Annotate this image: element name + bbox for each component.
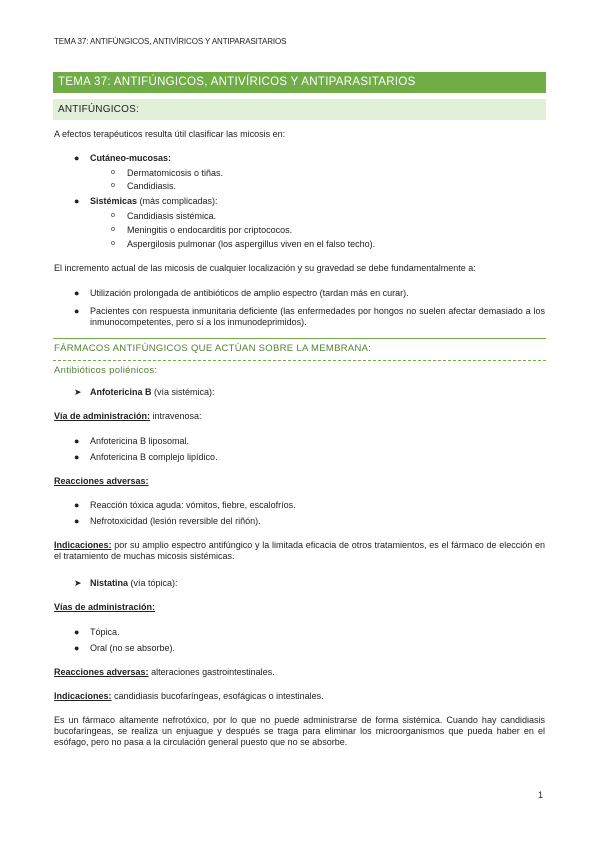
sistemicas-line (90, 196, 218, 207)
drug-anfotericina (90, 387, 215, 397)
indicaciones-line (54, 691, 324, 702)
sub-bullet-icon: o (111, 212, 115, 219)
bullet-icon: ● (74, 452, 80, 462)
list-item: Aspergilosis pulmonar (los aspergillus viven en el falso techo). (127, 239, 376, 249)
reacciones-value: alteraciones gastrointestinales. (148, 667, 275, 677)
chapter-title: TEMA 37: ANTIFÚNGICOS, ANTIVÍRICOS Y ANTIPARASITARIOS (53, 72, 546, 93)
vias-label-text: Vías de administración: (54, 602, 156, 612)
running-header: TEMA 37: ANTIFÚNGICOS, ANTIVÍRICOS Y ANTIPARASITARIOS (54, 37, 287, 46)
intro-text: A efectos terapéuticos resulta útil clasificar las micosis en: (54, 129, 286, 139)
list-item: Candidiasis. (127, 181, 177, 191)
polienicos-heading: Antibióticos poliénicos: (54, 365, 158, 376)
indicaciones-text: por su amplio espectro antifúngico y la limitada eficacia de otros tratamientos, es el fármaco de elección en el tratamiento de muchas micosis sistémicas. (54, 540, 545, 561)
increment-text: El incremento actual de las micosis de cualquier localización y su gravedad se debe fundamentalmente a: (54, 263, 476, 273)
drug-name: Nistatina (90, 578, 129, 588)
vias-label (54, 602, 155, 613)
divider (53, 338, 546, 339)
bullet-icon: ● (74, 643, 80, 653)
bullet-icon: ● (74, 436, 80, 446)
bullet-icon: ● (74, 306, 80, 316)
drug-nistatina (90, 578, 178, 588)
bullet-icon: ● (74, 516, 80, 526)
bullet-icon: ● (74, 153, 80, 163)
indicaciones-value: candidiasis bucofaríngeas, esofágicas o intestinales. (111, 691, 324, 701)
indicaciones-label: Indicaciones: (54, 540, 112, 550)
membrane-heading: FÁRMACOS ANTIFÚNGICOS QUE ACTÚAN SOBRE LA MEMBRANA: (54, 343, 372, 354)
section-title: ANTIFÚNGICOS: (53, 99, 546, 120)
sub-bullet-icon: o (111, 169, 115, 176)
list-item: Meningitis o endocarditis por criptococos. (127, 225, 293, 235)
indicaciones-paragraph (54, 540, 545, 562)
bullet-icon: ● (74, 196, 80, 206)
list-item: Anfotericina B complejo lipídico. (90, 452, 218, 462)
divider (53, 360, 546, 361)
reacciones-line (54, 667, 275, 678)
list-item: Anfotericina B liposomal. (90, 436, 190, 446)
reacciones-label: Reacciones adversas: (54, 667, 149, 677)
sub-bullet-icon: o (111, 240, 115, 247)
list-item: Utilización prolongada de antibióticos de amplio espectro (tardan más en curar). (90, 288, 409, 298)
arrow-bullet-icon: ➤ (74, 578, 82, 588)
page-number: 1 (538, 790, 544, 800)
list-item: Nefrotoxicidad (lesión reversible del riñón). (90, 516, 261, 526)
bullet-icon: ● (74, 500, 80, 510)
list-item: Oral (no se absorbe). (90, 643, 176, 653)
sistemicas-note: (más complicadas): (137, 196, 218, 206)
list-item: Pacientes con respuesta inmunitaria deficiente (las enfermedades por hongos no suelen afectar demasiado a los inmunocompetentes, pero sí a los inmunodeprimidos). (90, 306, 545, 327)
list-item: Tópica. (90, 627, 120, 637)
sub-bullet-icon: o (111, 182, 115, 189)
route-note: (vía sistémica): (151, 387, 215, 397)
route-note: (vía tópica): (128, 578, 178, 588)
closing-paragraph: Es un fármaco altamente nefrotóxico, por lo que no puede administrarse de forma sistémica. Cuando hay candidiasis bucofaríngeas, se realiza un enjuague y después se traga para eliminar los microorganismos que pueda haber en el esófago, pero no pasa a la circulación general puesto que no se absorbe. (54, 715, 545, 747)
via-line (54, 411, 202, 422)
list-item: Dermatomicosis o tiñas. (127, 168, 224, 178)
sub-bullet-icon: o (111, 226, 115, 233)
reacciones-label (54, 476, 149, 487)
bullet-icon: ● (74, 288, 80, 298)
list-item: Candidiasis sistémica. (127, 211, 217, 221)
list-item: Reacción tóxica aguda: vómitos, fiebre, escalofríos. (90, 500, 296, 510)
via-value: intravenosa: (150, 411, 202, 421)
arrow-bullet-icon: ➤ (74, 387, 82, 397)
drug-name: Anfotericina B (90, 387, 152, 397)
bullet-icon: ● (74, 627, 80, 637)
indicaciones-label: Indicaciones: (54, 691, 112, 701)
reacciones-label-text: Reacciones adversas: (54, 476, 149, 486)
via-label: Vía de administración: (54, 411, 151, 421)
cutaneo-label: Cutáneo-mucosas: (90, 153, 172, 163)
sistemicas-label: Sistémicas (90, 196, 138, 206)
